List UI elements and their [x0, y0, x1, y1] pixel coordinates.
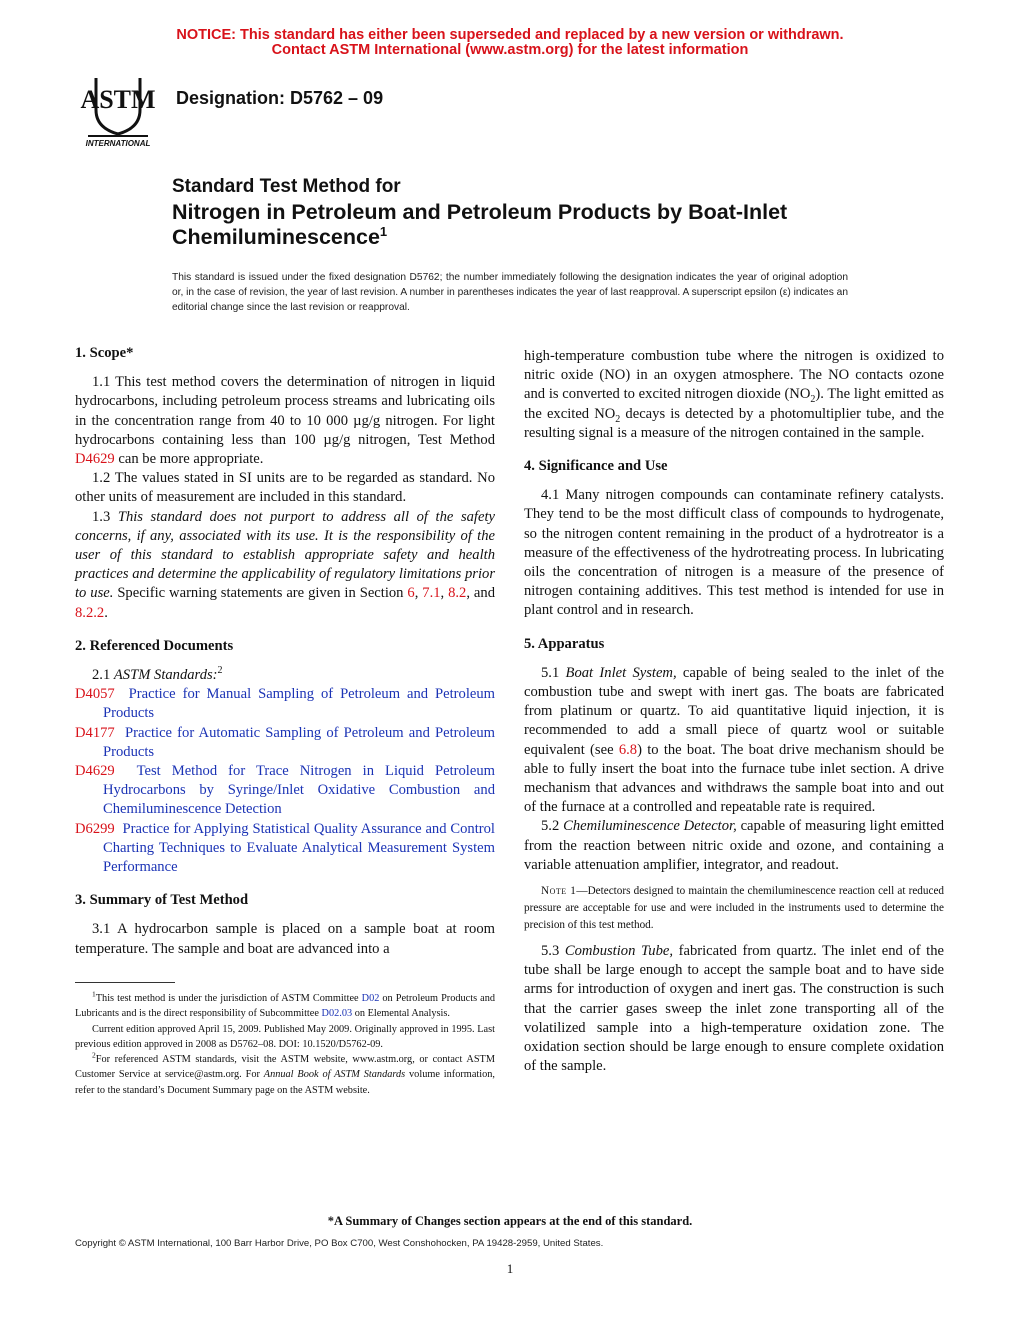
link-d4629[interactable]: D4629: [75, 451, 115, 468]
footnote-1-b: on Petroleum Products and Lubricants and is the direct responsibility of Subcommittee: [75, 993, 495, 1020]
footnote-1: [75, 991, 495, 1022]
footnote-2-italic: Annual Book of ASTM Standards: [263, 1069, 406, 1081]
designation: Designation: D5762 – 09: [176, 88, 384, 108]
para-1-1-text: 1.1 This test method covers the determination of nitrogen in liquid hydrocarbons, including petroleum process streams and lubricating oils in the concentration range from 40 to 10 000 µg/g nitrogen. For light hydrocarbons containing less than 100 µg/g nitrogen, Test Method: [75, 374, 495, 448]
para-3-1-cont-b: ). The light emitted as the excited NO: [524, 386, 944, 422]
para-5-3-italic: Combustion Tube,: [564, 943, 674, 960]
section-heading-apparatus: 5. Apparatus: [524, 635, 605, 652]
left-column: [75, 344, 495, 959]
para-5-2: [524, 817, 944, 875]
notice-line-1: NOTICE: This standard has either been superseded and replaced by a new version or withdrawn.: [176, 27, 844, 43]
para-3-1-cont-c: decays is detected by a photomultiplier tube, and the resulting signal is a measure of the nitrogen contained in the sample.: [524, 405, 944, 441]
para-1-3-end: .: [104, 604, 108, 621]
footnote-2: [75, 1052, 495, 1098]
para-1-1-end: can be more appropriate.: [114, 451, 264, 468]
para-4-1: 4.1 Many nitrogen compounds can contaminate refinery catalysts. They tend to be the most difficult class of compounds to hydrogenate, so the nitrogen content remaining in the product of a hydrotreator is a measure of the effectiveness of the hydrotreating process. In lubricating oils the concentration of nitrogen is a measure of the presence of nitrogen containing additives. This test method is intended for use in plant control and in research.: [524, 487, 944, 619]
note-text: —Detectors designed to maintain the chemiluminescence reaction cell at reduced pressure are acceptable for use and were included in the instruments used to determine the precision of this test method.: [524, 885, 944, 932]
para-3-1-continued: [524, 347, 944, 443]
para-1-2: 1.2 The values stated in SI units are to be regarded as standard. No other units of measurement are included in this standard.: [75, 470, 495, 506]
logo-subtext: INTERNATIONAL: [85, 139, 151, 148]
link-subcommittee-d02-03[interactable]: D02.03: [321, 1008, 353, 1020]
para-5-1-b: ) to the boat. The boat drive mechanism should be able to fully insert the boat into the furnace tube inlet section. A drive mechanism that advances and withdraws the sample boat into and out of the furnace at a controlled and repeatable rate is required.: [524, 741, 944, 816]
footnote-1-mark: 1: [92, 989, 96, 999]
section-heading-summary: 3. Summary of Test Method: [75, 892, 249, 909]
para-3-1-cont-a: high-temperature combustion tube where the nitrogen is oxidized to nitric oxide (NO) in an oxygen atmosphere. The NO contacts ozone and is converted to excited nitrogen dioxide (NO: [524, 348, 944, 403]
section-heading-scope: 1. Scope*: [75, 345, 134, 361]
notice-line-2: Contact ASTM International (www.astm.org) for the latest information: [271, 42, 749, 58]
copyright: Copyright © ASTM International, 100 Barr Harbor Drive, PO Box C700, West Conshohocken, PA 19428-2959, United States.: [75, 1238, 604, 1249]
para-5-3-num: 5.3: [541, 943, 565, 960]
ref-title-link[interactable]: Test Method for Trace Nitrogen in Liquid Petroleum Hydrocarbons by Syringe/Inlet Oxidative Combustion and Chemiluminescence Detection: [103, 763, 495, 818]
summary-of-changes-note: *A Summary of Changes section appears at the end of this standard.: [327, 1214, 693, 1228]
para-5-1: [524, 664, 944, 818]
footnote-2-a: For referenced ASTM standards, visit the ASTM website, www.astm.org, or contact ASTM Customer Service at service@astm.org. For: [75, 1054, 495, 1081]
title-block: [172, 175, 912, 250]
link-section-6[interactable]: 6: [407, 585, 415, 602]
para-3-1: 3.1 A hydrocarbon sample is placed on a sample boat at room temperature. The sample and boat are advanced into a: [75, 921, 495, 957]
para-5-2-rest: capable of measuring light emitted from the reaction between nitric oxide and ozone, and containing a variable attenuation amplifier, integrator, and readout.: [524, 818, 944, 873]
link-section-7-1[interactable]: 7.1: [422, 585, 441, 602]
section-heading-significance: 4. Significance and Use: [524, 458, 668, 475]
para-5-1-num: 5.1: [541, 664, 566, 681]
separator: , and: [466, 585, 496, 602]
ref-item-d4629: [75, 762, 495, 820]
footnote-2-b: volume information, refer to the standard’s Document Summary page on the ASTM website.: [75, 1069, 495, 1096]
logo-letters: ASTM: [80, 85, 156, 114]
right-column: [524, 347, 944, 1077]
title-main: Nitrogen in Petroleum and Petroleum Products by Boat-Inlet Chemiluminescence: [172, 200, 788, 249]
footnotes: [75, 991, 495, 1098]
para-5-1-italic: Boat Inlet System,: [565, 664, 677, 681]
ref-title-link[interactable]: Practice for Automatic Sampling of Petroleum and Petroleum Products: [103, 724, 495, 760]
ref-title-link[interactable]: Practice for Applying Statistical Quality Assurance and Control Charting Techniques to Evaluate Analytical Measurement System Performance: [103, 820, 495, 876]
footnote-mark-2: 2: [217, 665, 223, 677]
para-1-1: [75, 373, 495, 469]
ref-title-link[interactable]: Practice for Manual Sampling of Petroleum and Petroleum Products: [103, 686, 496, 722]
subscript: 2: [810, 394, 816, 406]
para-1-3: [75, 508, 495, 623]
link-section-8-2[interactable]: 8.2: [448, 585, 467, 602]
para-5-2-italic: Chemiluminescence Detector,: [563, 818, 737, 835]
title-line-1: Standard Test Method for: [172, 176, 401, 197]
para-1-3-num: 1.3: [92, 508, 118, 525]
ref-item-d6299: [75, 820, 495, 878]
para-1-3-rest: Specific warning statements are given in Section: [113, 585, 408, 602]
subscript: 2: [615, 413, 621, 425]
para-1-3-italic: This standard does not purport to address all of the safety concerns, if any, associated with its use. It is the responsibility of the user of this standard to establish appropriate safety and health practices and determine the applicability of regulatory limitations prior to use.: [75, 508, 495, 602]
footnote-edition: Current edition approved April 15, 2009. Published May 2009. Originally approved in 1995. Last previous edition approved in 2008 as D5762–08. DOI: 10.1520/D5762-09.: [75, 1023, 495, 1050]
ref-code-link[interactable]: D6299: [75, 820, 115, 837]
para-5-3-rest: fabricated from quartz. The inlet end of the tube shall be large enough to accept the sample boat and to have side arms for introduction of oxygen and inert gas. The construction is such that the carrier gases sweep the inlet zone transporting all of the volatilized sample into a high-temperature oxidation zone. The oxidation section should be large enough to ensure complete oxidation of the sample.: [524, 943, 944, 1075]
para-2-1: [75, 666, 495, 685]
page-number: 1: [506, 1261, 514, 1276]
para-5-3: [524, 942, 944, 1076]
section-heading-referenced: 2. Referenced Documents: [75, 637, 234, 654]
para-5-1-a: capable of being sealed to the inlet of the combustion tube and swept with inert gas. The boats are fabricated from platinum or quartz. To aid quantitative liquid injection, it is recommended to add a small piece of quartz wool or suitable equivalent (see: [524, 664, 945, 758]
title-line-2: [172, 200, 912, 250]
para-5-2-num: 5.2: [541, 818, 564, 835]
footnote-2-mark: 2: [92, 1050, 96, 1060]
link-section-6-8[interactable]: 6.8: [618, 741, 638, 758]
title-footnote-mark: 1: [379, 223, 388, 239]
footnote-1-c: on Elemental Analysis.: [352, 1008, 450, 1020]
footnote-1-a: This test method is under the jurisdiction of ASTM Committee: [95, 993, 362, 1004]
ref-item-d4057: [75, 685, 495, 723]
footnote-divider: [75, 982, 175, 983]
note-label: Note 1: [541, 885, 577, 898]
note-1: [524, 883, 944, 934]
astm-logo-icon: [74, 70, 162, 152]
para-2-1-italic: ASTM Standards:: [113, 667, 218, 684]
separator: ,: [414, 585, 423, 602]
link-committee-d02[interactable]: D02: [361, 993, 380, 1004]
separator: ,: [440, 585, 449, 602]
ref-code-link[interactable]: D4629: [75, 763, 115, 780]
issued-note: This standard is issued under the fixed designation D5762; the number immediately following the designation indicates the year of original adoption or, in the case of revision, the year of last revision. A number in parentheses indicates the year of last reapproval. A superscript epsilon (ε) indicates an editorial change since the last revision or reapproval.: [172, 272, 848, 313]
para-2-1-num: 2.1: [92, 667, 114, 684]
link-section-8-2-2[interactable]: 8.2.2: [75, 604, 105, 621]
ref-item-d4177: [75, 724, 495, 762]
ref-code-link[interactable]: D4177: [75, 724, 115, 741]
ref-code-link[interactable]: D4057: [75, 686, 115, 703]
